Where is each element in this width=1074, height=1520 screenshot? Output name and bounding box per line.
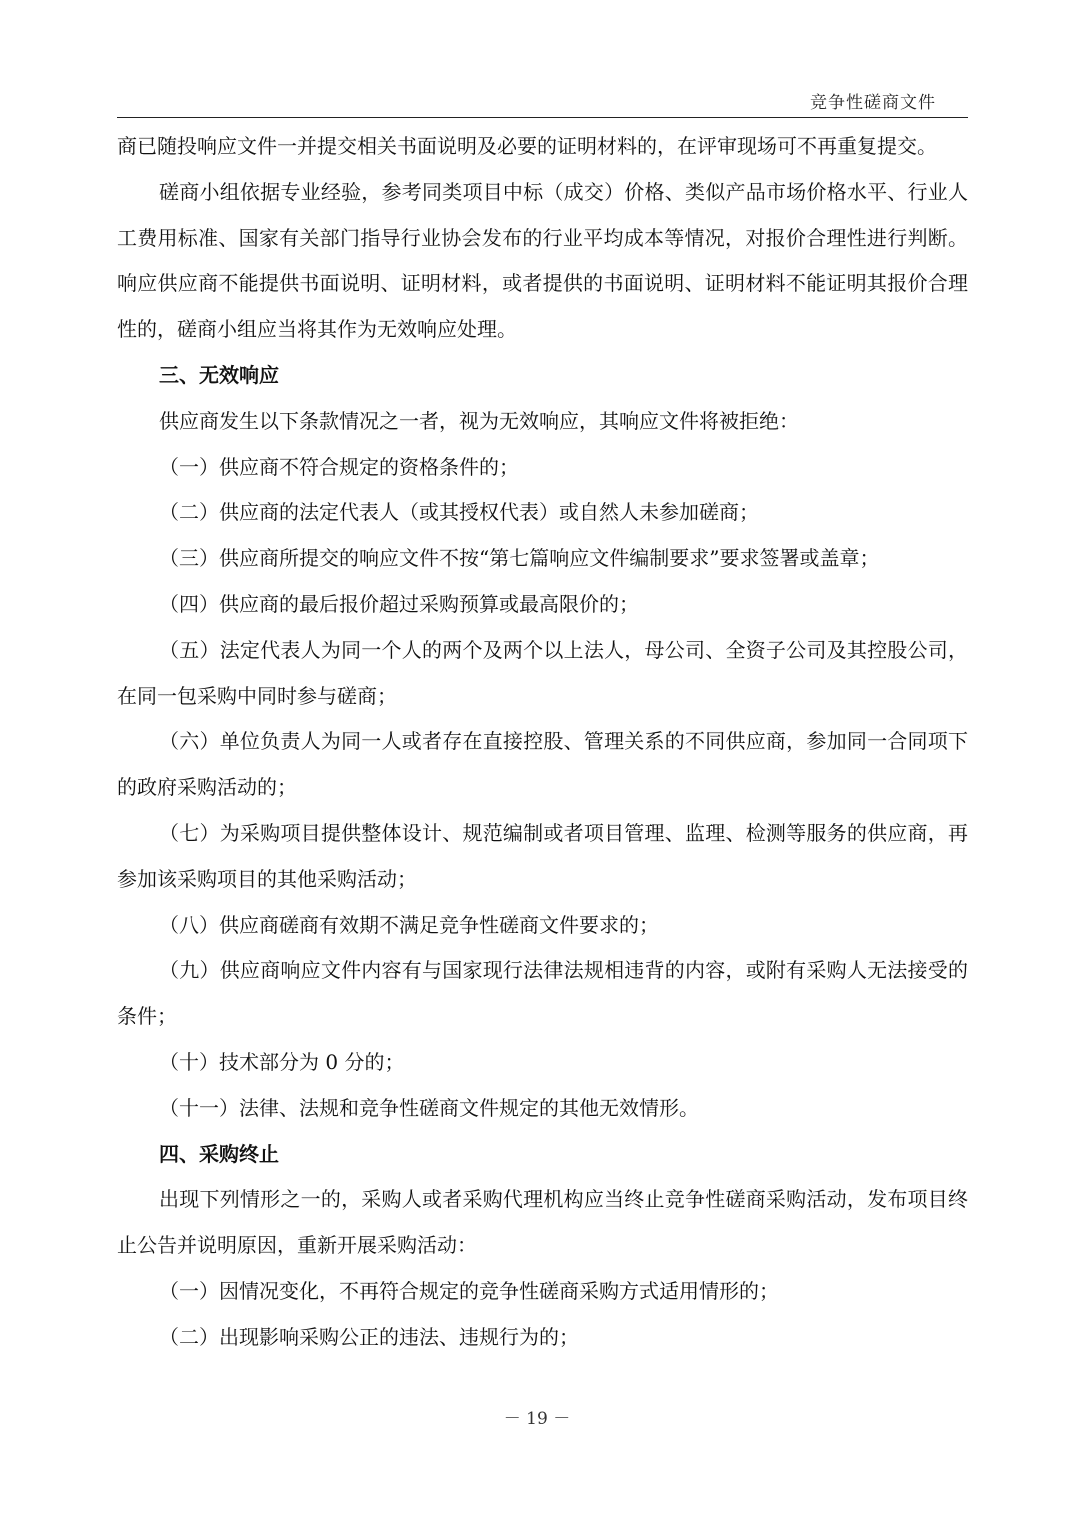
paragraph-t1: （一）因情况变化，不再符合规定的竞争性磋商采购方式适用情形的； (159, 1278, 779, 1303)
paragraph-i11: （十一）法律、法规和竞争性磋商文件规定的其他无效情形。 (159, 1095, 699, 1120)
paragraph-i6: （六）单位负责人为同一人或者存在直接控股、管理关系的不同供应商，参加同一合同项下的政府采购活动的； (117, 729, 968, 800)
paragraph-p-intro3: 供应商发生以下条款情况之一者，视为无效响应，其响应文件将被拒绝： (159, 408, 799, 433)
document-body (117, 124, 968, 1361)
paragraph-i4: （四）供应商的最后报价超过采购预算或最高限价的； (159, 591, 639, 616)
header-title: 竞争性磋商文件 (810, 93, 936, 113)
paragraph-i1: （一）供应商不符合规定的资格条件的； (159, 454, 519, 479)
paragraph-i7: （七）为采购项目提供整体设计、规范编制或者项目管理、监理、检测等服务的供应商，再参加该采购项目的其他采购活动； (117, 820, 968, 891)
paragraph-i9: （九）供应商响应文件内容有与国家现行法律法规相违背的内容，或附有采购人无法接受的条件； (117, 958, 968, 1029)
paragraph-i3: （三）供应商所提交的响应文件不按“第七篇响应文件编制要求”要求签署或盖章； (159, 546, 880, 571)
page-number: － 19 － (503, 1409, 571, 1429)
header-rule (117, 117, 968, 118)
section-heading: 三、无效响应 (159, 362, 279, 387)
paragraph-i2: （二）供应商的法定代表人（或其授权代表）或自然人未参加磋商； (159, 500, 759, 525)
paragraph-i5: （五）法定代表人为同一个人的两个及两个以上法人，母公司、全资子公司及其控股公司，在同一包采购中同时参与磋商； (117, 637, 968, 708)
paragraph-p-judgement: 磋商小组依据专业经验，参考同类项目中标（成交）价格、类似产品市场价格水平、行业人工费用标准、国家有关部门指导行业协会发布的行业平均成本等情况，对报价合理性进行判断。响应供应商不能提供书面说明、证明材料，或者提供的书面说明、证明材料不能证明其报价合理性的，磋商小组应当将其作为无效响应处理。 (117, 179, 968, 342)
paragraph-cont: 商已随投响应文件一并提交相关书面说明及必要的证明材料的，在评审现场可不再重复提交。 (117, 134, 937, 158)
paragraph-i10: （十）技术部分为 0 分的； (159, 1049, 405, 1074)
paragraph-p-intro4: 出现下列情形之一的，采购人或者采购代理机构应当终止竞争性磋商采购活动，发布项目终止公告并说明原因，重新开展采购活动： (117, 1187, 968, 1258)
paragraph-i8: （八）供应商磋商有效期不满足竞争性磋商文件要求的； (159, 912, 659, 937)
paragraph-t2: （二）出现影响采购公正的违法、违规行为的； (159, 1324, 579, 1349)
section-heading: 四、采购终止 (159, 1141, 279, 1166)
